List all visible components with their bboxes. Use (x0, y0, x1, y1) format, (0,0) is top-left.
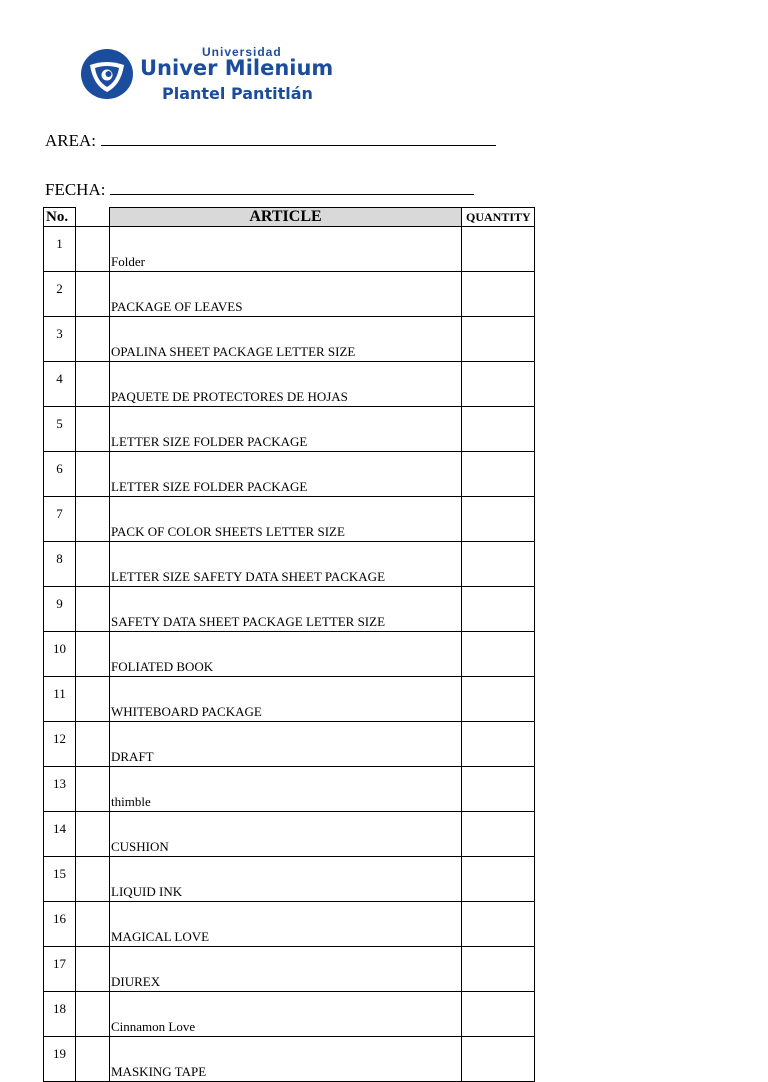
row-number: 5 (44, 407, 76, 452)
row-article: PACKAGE OF LEAVES (110, 272, 462, 317)
table-row (44, 272, 535, 317)
table-row (44, 497, 535, 542)
header-quantity: QUANTITY (462, 208, 535, 227)
table-header-row (44, 208, 535, 227)
row-number: 17 (44, 947, 76, 992)
university-logo (80, 44, 370, 110)
row-number: 16 (44, 902, 76, 947)
table-row (44, 317, 535, 362)
row-spacer-cell (76, 362, 110, 407)
logo-emblem-icon (80, 48, 134, 100)
table-row (44, 1037, 535, 1082)
row-article: MASKING TAPE (110, 1037, 462, 1082)
row-number: 18 (44, 992, 76, 1037)
row-number: 9 (44, 587, 76, 632)
row-number: 19 (44, 1037, 76, 1082)
row-article: WHITEBOARD PACKAGE (110, 677, 462, 722)
table-row (44, 227, 535, 272)
row-quantity-cell[interactable] (462, 632, 535, 677)
row-article: Cinnamon Love (110, 992, 462, 1037)
row-article: LETTER SIZE FOLDER PACKAGE (110, 452, 462, 497)
row-article: SAFETY DATA SHEET PACKAGE LETTER SIZE (110, 587, 462, 632)
row-article: DIUREX (110, 947, 462, 992)
row-number: 4 (44, 362, 76, 407)
table-row (44, 362, 535, 407)
row-number: 12 (44, 722, 76, 767)
row-quantity-cell[interactable] (462, 587, 535, 632)
row-spacer-cell (76, 542, 110, 587)
row-article: CUSHION (110, 812, 462, 857)
row-quantity-cell[interactable] (462, 497, 535, 542)
logo-name-text: Univer Milenium (140, 56, 334, 80)
row-article: MAGICAL LOVE (110, 902, 462, 947)
table-row (44, 947, 535, 992)
row-number: 1 (44, 227, 76, 272)
table-row (44, 632, 535, 677)
row-spacer-cell (76, 587, 110, 632)
row-quantity-cell[interactable] (462, 317, 535, 362)
row-spacer-cell (76, 632, 110, 677)
row-quantity-cell[interactable] (462, 1037, 535, 1082)
row-spacer-cell (76, 407, 110, 452)
table-row (44, 542, 535, 587)
row-spacer-cell (76, 767, 110, 812)
header-no: No. (44, 208, 76, 227)
row-quantity-cell[interactable] (462, 767, 535, 812)
table-row (44, 902, 535, 947)
row-quantity-cell[interactable] (462, 812, 535, 857)
row-article: thimble (110, 767, 462, 812)
row-quantity-cell[interactable] (462, 452, 535, 497)
table-row (44, 857, 535, 902)
row-number: 7 (44, 497, 76, 542)
table-row (44, 722, 535, 767)
row-quantity-cell[interactable] (462, 407, 535, 452)
row-quantity-cell[interactable] (462, 722, 535, 767)
row-spacer-cell (76, 452, 110, 497)
table-row (44, 992, 535, 1037)
row-number: 14 (44, 812, 76, 857)
table-row (44, 767, 535, 812)
row-spacer-cell (76, 227, 110, 272)
row-quantity-cell[interactable] (462, 227, 535, 272)
row-number: 2 (44, 272, 76, 317)
row-quantity-cell[interactable] (462, 542, 535, 587)
area-field (45, 130, 496, 151)
fecha-blank-line[interactable] (110, 179, 474, 195)
row-number: 11 (44, 677, 76, 722)
row-article: DRAFT (110, 722, 462, 767)
row-article: PAQUETE DE PROTECTORES DE HOJAS (110, 362, 462, 407)
table-row (44, 452, 535, 497)
row-spacer-cell (76, 902, 110, 947)
row-article: OPALINA SHEET PACKAGE LETTER SIZE (110, 317, 462, 362)
row-number: 13 (44, 767, 76, 812)
area-label: AREA: (45, 131, 96, 150)
logo-campus-text: Plantel Pantitlán (162, 84, 313, 103)
row-spacer-cell (76, 272, 110, 317)
table-row (44, 407, 535, 452)
row-article: Folder (110, 227, 462, 272)
row-spacer-cell (76, 992, 110, 1037)
row-spacer-cell (76, 812, 110, 857)
table-row (44, 677, 535, 722)
row-article: LETTER SIZE SAFETY DATA SHEET PACKAGE (110, 542, 462, 587)
row-number: 8 (44, 542, 76, 587)
row-number: 6 (44, 452, 76, 497)
row-number: 10 (44, 632, 76, 677)
row-article: PACK OF COLOR SHEETS LETTER SIZE (110, 497, 462, 542)
table-row (44, 587, 535, 632)
row-spacer-cell (76, 677, 110, 722)
row-spacer-cell (76, 497, 110, 542)
row-quantity-cell[interactable] (462, 992, 535, 1037)
header-article: ARTICLE (110, 208, 462, 227)
row-spacer-cell (76, 317, 110, 362)
row-quantity-cell[interactable] (462, 272, 535, 317)
row-number: 15 (44, 857, 76, 902)
fecha-field (45, 179, 474, 200)
row-spacer-cell (76, 1037, 110, 1082)
articles-table (43, 207, 535, 1082)
fecha-label: FECHA: (45, 180, 106, 199)
row-article: LETTER SIZE FOLDER PACKAGE (110, 407, 462, 452)
header-spacer (76, 208, 110, 227)
row-spacer-cell (76, 947, 110, 992)
row-spacer-cell (76, 857, 110, 902)
row-quantity-cell[interactable] (462, 677, 535, 722)
row-quantity-cell[interactable] (462, 902, 535, 947)
row-quantity-cell[interactable] (462, 362, 535, 407)
table-row (44, 812, 535, 857)
row-quantity-cell[interactable] (462, 857, 535, 902)
area-blank-line[interactable] (101, 130, 496, 146)
row-number: 3 (44, 317, 76, 362)
row-spacer-cell (76, 722, 110, 767)
row-quantity-cell[interactable] (462, 947, 535, 992)
logo-small-text: Universidad (202, 45, 282, 59)
row-article: FOLIATED BOOK (110, 632, 462, 677)
row-article: LIQUID INK (110, 857, 462, 902)
table-body (44, 227, 535, 1082)
